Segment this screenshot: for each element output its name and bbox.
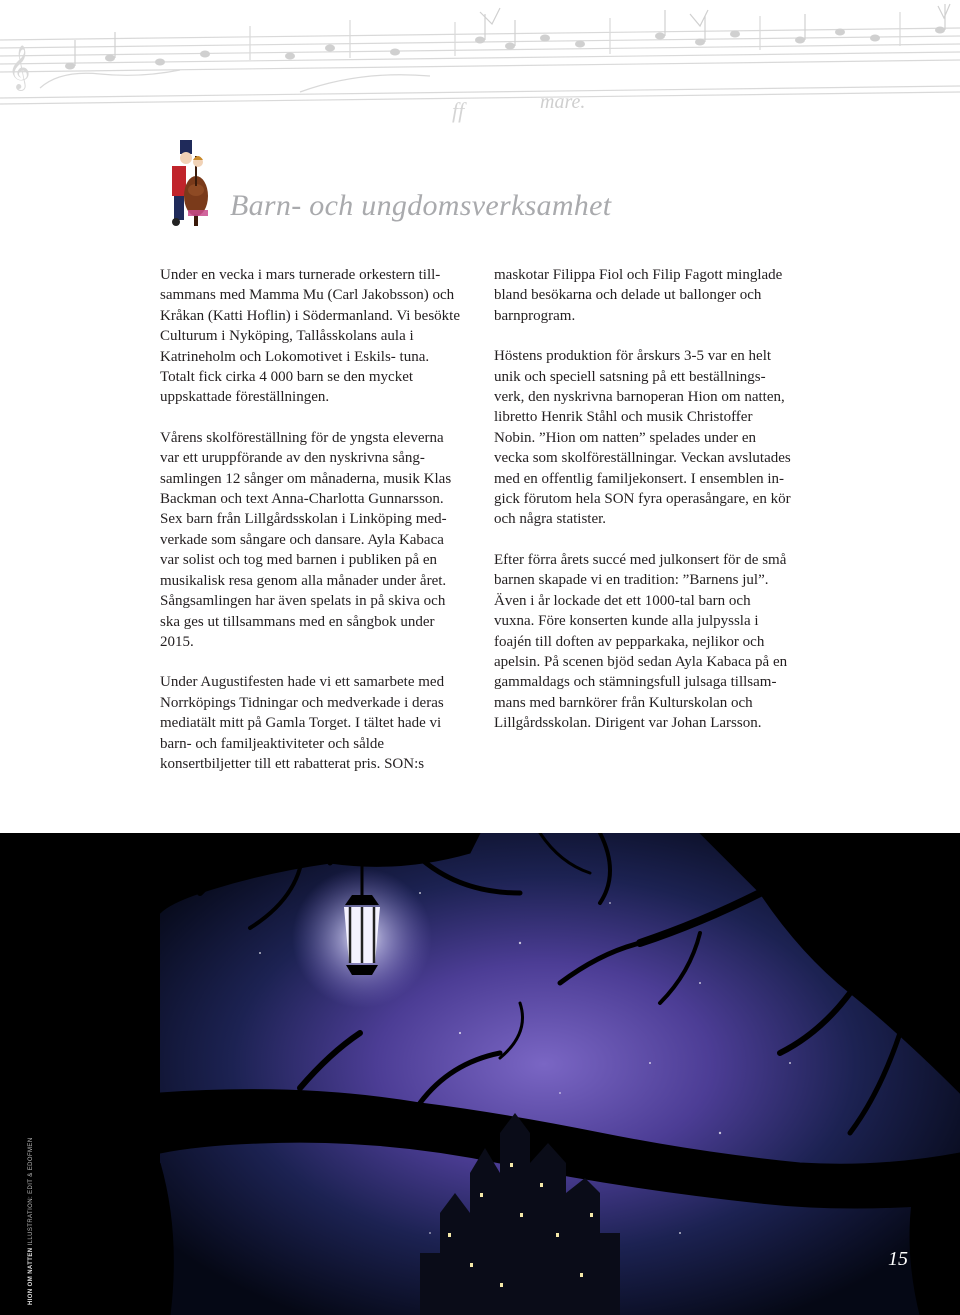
- staff-lower: [0, 86, 960, 104]
- mascot-icon: [158, 138, 214, 230]
- treble-clef-icon: 𝄞: [8, 45, 31, 89]
- paragraph: Under en vecka i mars turnerade orkestern till- sammans med Mamma Mu (Carl Jakobsson) och Kråkan (Katti Hoflin) i Södermanland. Vi besökte Culturum i Nyköping, Tallåsskolans aula i Katrineholm och Lokomotivet i Eskils- tuna. Totalt fick cirka 4 000 barn se den mycket uppskattade föreställningen.: [160, 267, 460, 406]
- credit-title: HION OM NATTEN: [28, 1247, 34, 1305]
- sheet-music-header: [0, 0, 960, 150]
- paragraph: Under Augustifesten hade vi ett samarbete med Norrköpings Tidningar och medverkade i deras mediatält mitt på Gamla Torget. I tältet hade vi barn- och familjeaktiviteter och sålde konsertbiljetter till ett rabatterat pris. SON:s: [160, 674, 445, 772]
- page-number: 15: [888, 1248, 908, 1270]
- score-annotation: mare.: [540, 91, 586, 113]
- music-notes: [65, 27, 945, 70]
- credit-text: ILLUSTRATION: EDIT & EDOFMEN: [28, 1137, 34, 1246]
- image-credit: [28, 1137, 34, 1305]
- left-text-column: [160, 265, 460, 794]
- dynamics-mark: ff: [452, 98, 465, 123]
- section-heading: Barn- och ungdomsverksamhet: [230, 189, 612, 222]
- right-text-column: [494, 265, 794, 754]
- paragraph: maskotar Filippa Fiol och Filip Fagott minglade bland besökarna och delade ut ballonger och barnprogram.: [494, 267, 783, 324]
- staff-upper: [0, 28, 960, 72]
- paragraph: Vårens skolföreställning för de yngsta eleverna var ett uruppförande av den nyskrivna sång- samlingen 12 sånger om månaderna, musik Klas Backman och text Anna-Charlotta Gunnarsson. Sex barn från Lillgårdsskolan i Linköping med- verkade som sångare och dansare. Ayla Kabaca var solist och tog med barnen i publiken på en musikalisk resa genom alla månader under året. Sångsamlingen har även spelats in på skiva och ska ges ut tillsammans med en sångbok under 2015.: [160, 429, 452, 650]
- paragraph: Efter förra årets succé med julkonsert för de små barnen skapade vi en tradition: ”Barnens jul”. Även i år lockade det ett 1000-tal barn och vuxna. Före konserten kunde alla julpyssla i foajén till doften av pepparkaka, nejlikor och apelsin. På scenen bjöd sedan Ayla Kabaca på en gammaldags och stämningsfull julsaga tillsam- mans med barnkörer från Kulturskolan och Lillgårdsskolan. Dirigent var Johan Larsson.: [494, 551, 788, 732]
- night-scene-illustration: [0, 833, 960, 1315]
- paragraph: Höstens produktion för årskurs 3-5 var en helt unik och speciell satsning på ett beställnings- verk, den nyskrivna barnoperan Hion om natten, libretto Henrik Ståhl och musik Christoffer Nobin. ”Hion om natten” spelades under en vecka som skolföreställningar. Veckan avslutades med en offentlig familjekonsert. I ensemblen in- gick förutom hela SON fyra operasångare, en kör och några statister.: [494, 348, 791, 528]
- night-scene-artwork: [0, 833, 960, 1315]
